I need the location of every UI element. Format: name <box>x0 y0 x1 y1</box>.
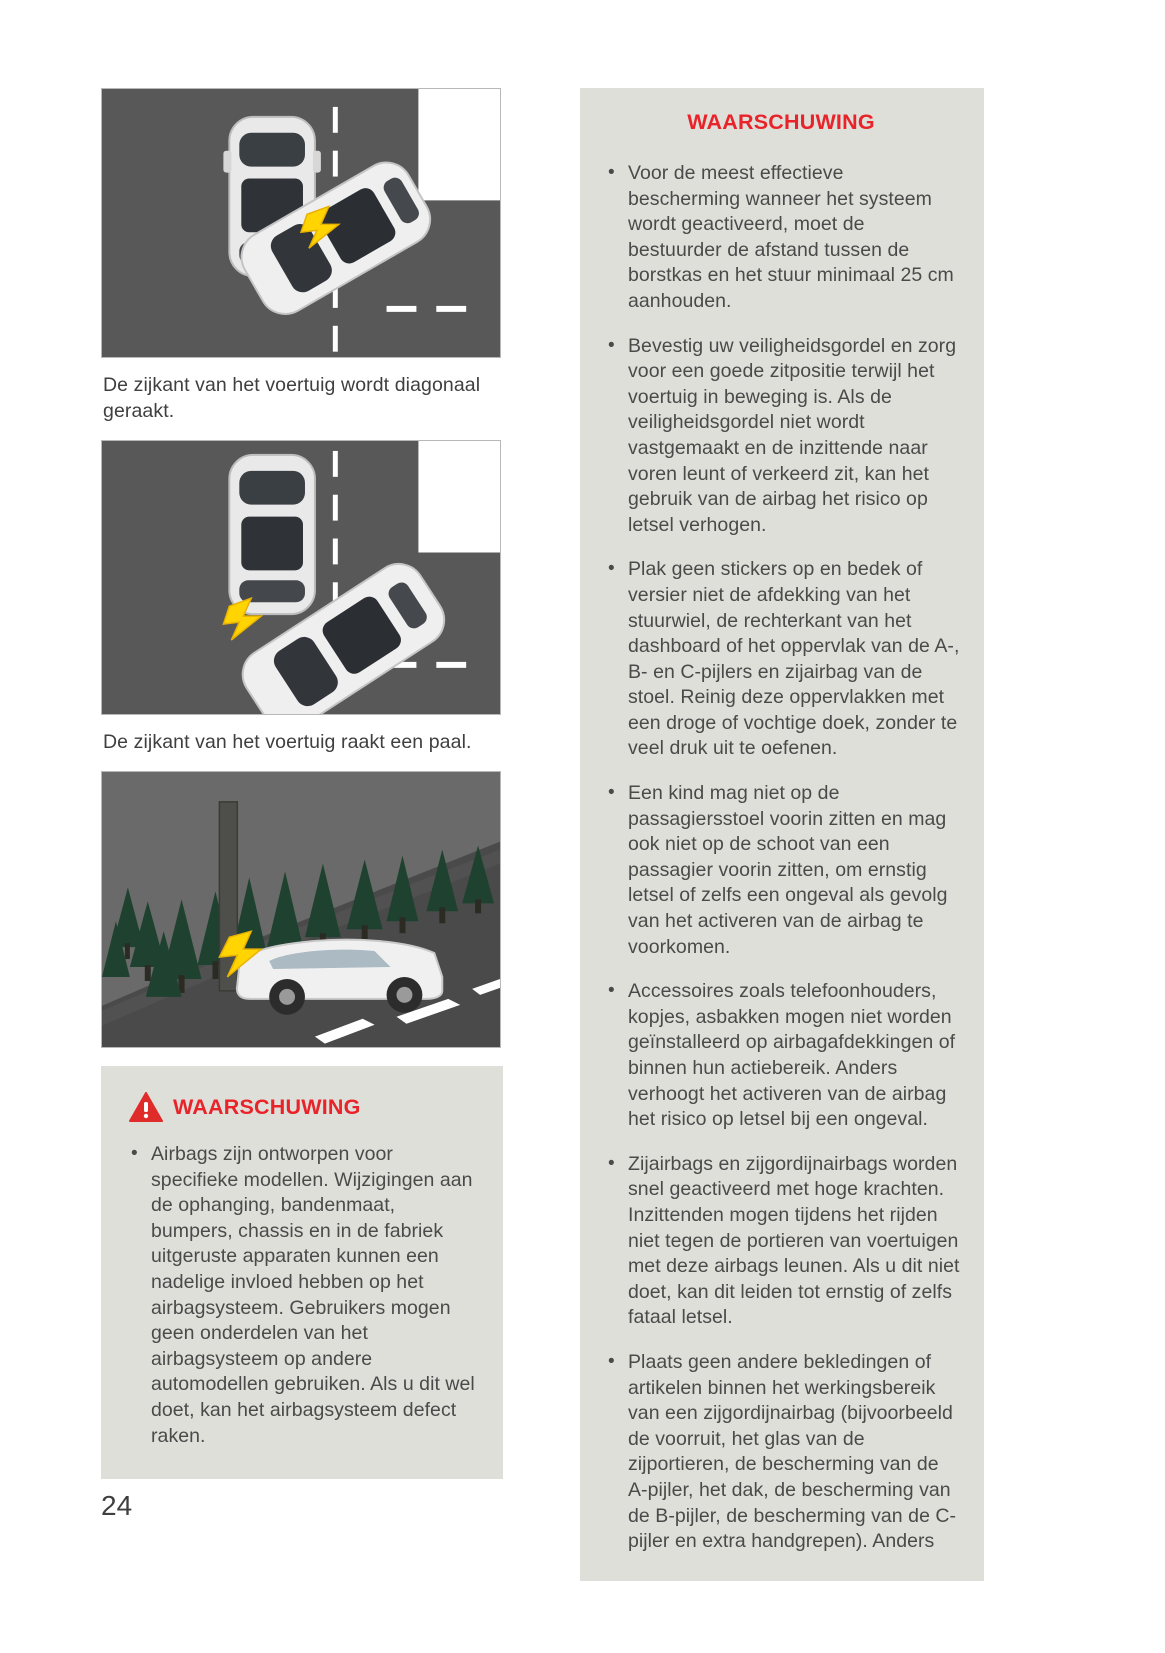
warning-item: • Een kind mag niet op de passagiersstoel voorin zitten en mag ook niet op de schoot van een passagier voorin zitten, om ernstig letsel of zelfs een ongeval als gevolg van het activeren van de airbag te voorkomen. <box>602 781 960 960</box>
page-number: 24 <box>101 1490 133 1521</box>
warning-item: • Bevestig uw veiligheidsgordel en zorg voor een goede zitpositie terwijl het voertuig in beweging is. Als de veiligheidsgordel niet wordt vastgemaakt en de inzittende naar voren leunt of verkeerd zit, kan het gebruik van de airbag het risico op letsel verhogen. <box>602 334 960 539</box>
warning-list-left <box>125 1142 479 1449</box>
tree-scene-svg <box>102 772 500 1048</box>
pole-side-impact-illustration <box>101 440 501 715</box>
warning-box-left <box>101 1066 503 1479</box>
pole-impact-svg <box>102 441 500 715</box>
warning-item: • Accessoires zoals telefoonhouders, kopjes, asbakken mogen niet worden geïnstalleerd op airbagafdekkingen of binnen hun actiebereik. Anders verhoogt het activeren van de airbag het risico op letsel bij een ongeval. <box>602 979 960 1133</box>
warning-title-right: WAARSCHUWING <box>687 110 875 134</box>
left-column <box>101 88 503 1479</box>
warning-item: • Airbags zijn ontworpen voor specifieke modellen. Wijzigingen aan de ophanging, bandenmaat, bumpers, chassis en in de fabriek uitgeruste apparaten kunnen een nadelige invloed hebben op het airbagsysteem. Gebruikers mogen geen onderdelen van het airbagsysteem op andere automodellen gebruiken. Als u dit wel doet, kan het airbagsysteem defect raken. <box>125 1142 479 1449</box>
figure-caption-2: De zijkant van het voertuig raakt een paal. <box>103 731 472 753</box>
warning-triangle-icon <box>129 1092 163 1122</box>
warning-header-right <box>602 110 960 135</box>
figure-caption-1: De zijkant van het voertuig wordt diagonaal geraakt. <box>103 374 481 422</box>
warning-item: • Voor de meest effectieve bescherming wanneer het systeem wordt geactiveerd, moet de bestuurder de afstand tussen de borstkas en het stuur minimaal 25 cm aanhouden. <box>602 161 960 315</box>
warning-title-left: WAARSCHUWING <box>173 1094 361 1119</box>
warning-list-right <box>602 161 960 1555</box>
warning-item: • Plak geen stickers op en bedek of versier niet de afdekking van het stuurwiel, de rechterkant van het dashboard of het oppervlak van de A-, B- en C-pijlers en zijairbag van de stoel. Reinig deze oppervlakken met een droge of vochtige doek, zonder te veel druk uit te oefenen. <box>602 557 960 762</box>
warning-header-left <box>129 1092 479 1122</box>
warning-box-right <box>580 88 984 1581</box>
diagonal-side-impact-illustration <box>101 88 501 358</box>
diagonal-impact-svg <box>102 89 500 358</box>
warning-item: • Plaats geen andere bekledingen of artikelen binnen het werkingsbereik van een zijgordijnairbag (bijvoorbeeld de voorruit, het glas van de zijportieren, de bescherming van de A-pijler, het dak, de bescherming van de B-pijler, de bescherming van de C-pijler en extra handgrepen). Anders <box>602 1350 960 1555</box>
right-column <box>580 88 984 1581</box>
warning-item: • Zijairbags en zijgordijnairbags worden snel geactiveerd met hoge krachten. Inzittenden mogen tijdens het rijden niet tegen de portieren van voertuigen met deze airbags leunen. Als u dit niet doet, kan dit leiden tot ernstig of zelfs fataal letsel. <box>602 1152 960 1331</box>
tree-pole-frontal-impact-illustration <box>101 771 501 1048</box>
